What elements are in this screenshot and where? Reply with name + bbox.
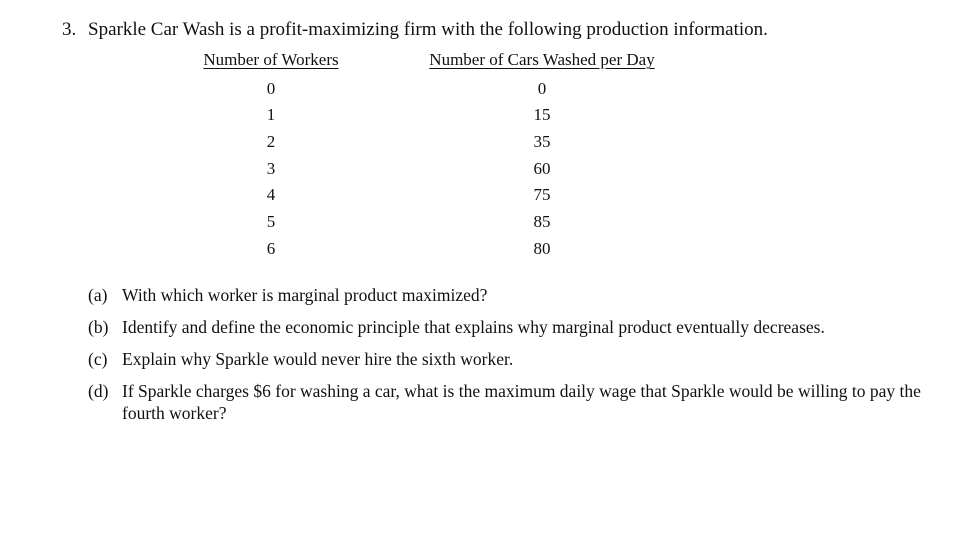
table-row (0, 236, 960, 262)
table-row (0, 156, 960, 182)
part-text: With which worker is marginal product maximized? (122, 285, 488, 305)
cars-cell: 85 (533, 212, 551, 231)
header-number-of-cars: Number of Cars Washed per Day (429, 50, 655, 69)
table-row (0, 76, 960, 102)
question-text: Sparkle Car Wash is a profit-maximizing firm with the following production information. (88, 19, 768, 40)
part-label: (a) (88, 285, 108, 305)
question-parts (88, 284, 938, 434)
header-number-of-workers: Number of Workers (203, 50, 339, 69)
part-text: Identify and define the economic principle that explains why marginal product eventually decreases. (122, 317, 825, 337)
part-label: (d) (88, 381, 109, 401)
part-a (88, 284, 938, 306)
workers-cell: 5 (266, 212, 276, 231)
workers-cell: 4 (266, 185, 276, 204)
workers-cell: 0 (266, 79, 276, 98)
question-number: 3. (62, 19, 77, 40)
part-b (88, 316, 938, 338)
workers-cell: 1 (266, 105, 276, 124)
cars-cell: 0 (537, 79, 547, 98)
cars-cell: 15 (533, 105, 551, 124)
cars-cell: 75 (533, 185, 551, 204)
workers-cell: 6 (266, 239, 276, 258)
part-text: Explain why Sparkle would never hire the sixth worker. (122, 349, 514, 369)
table-row (0, 102, 960, 128)
part-text: If Sparkle charges $6 for washing a car, what is the maximum daily wage that Sparkle would be willing to pay the fourth worker? (122, 381, 921, 423)
table-row (0, 209, 960, 235)
cars-cell: 35 (533, 132, 551, 151)
workers-cell: 2 (266, 132, 276, 151)
cars-cell: 80 (533, 239, 551, 258)
table-row (0, 129, 960, 155)
part-d (88, 380, 938, 424)
table-row (0, 182, 960, 208)
part-label: (c) (88, 349, 108, 369)
part-label: (b) (88, 317, 109, 337)
part-c (88, 348, 938, 370)
cars-cell: 60 (533, 159, 551, 178)
workers-cell: 3 (266, 159, 276, 178)
